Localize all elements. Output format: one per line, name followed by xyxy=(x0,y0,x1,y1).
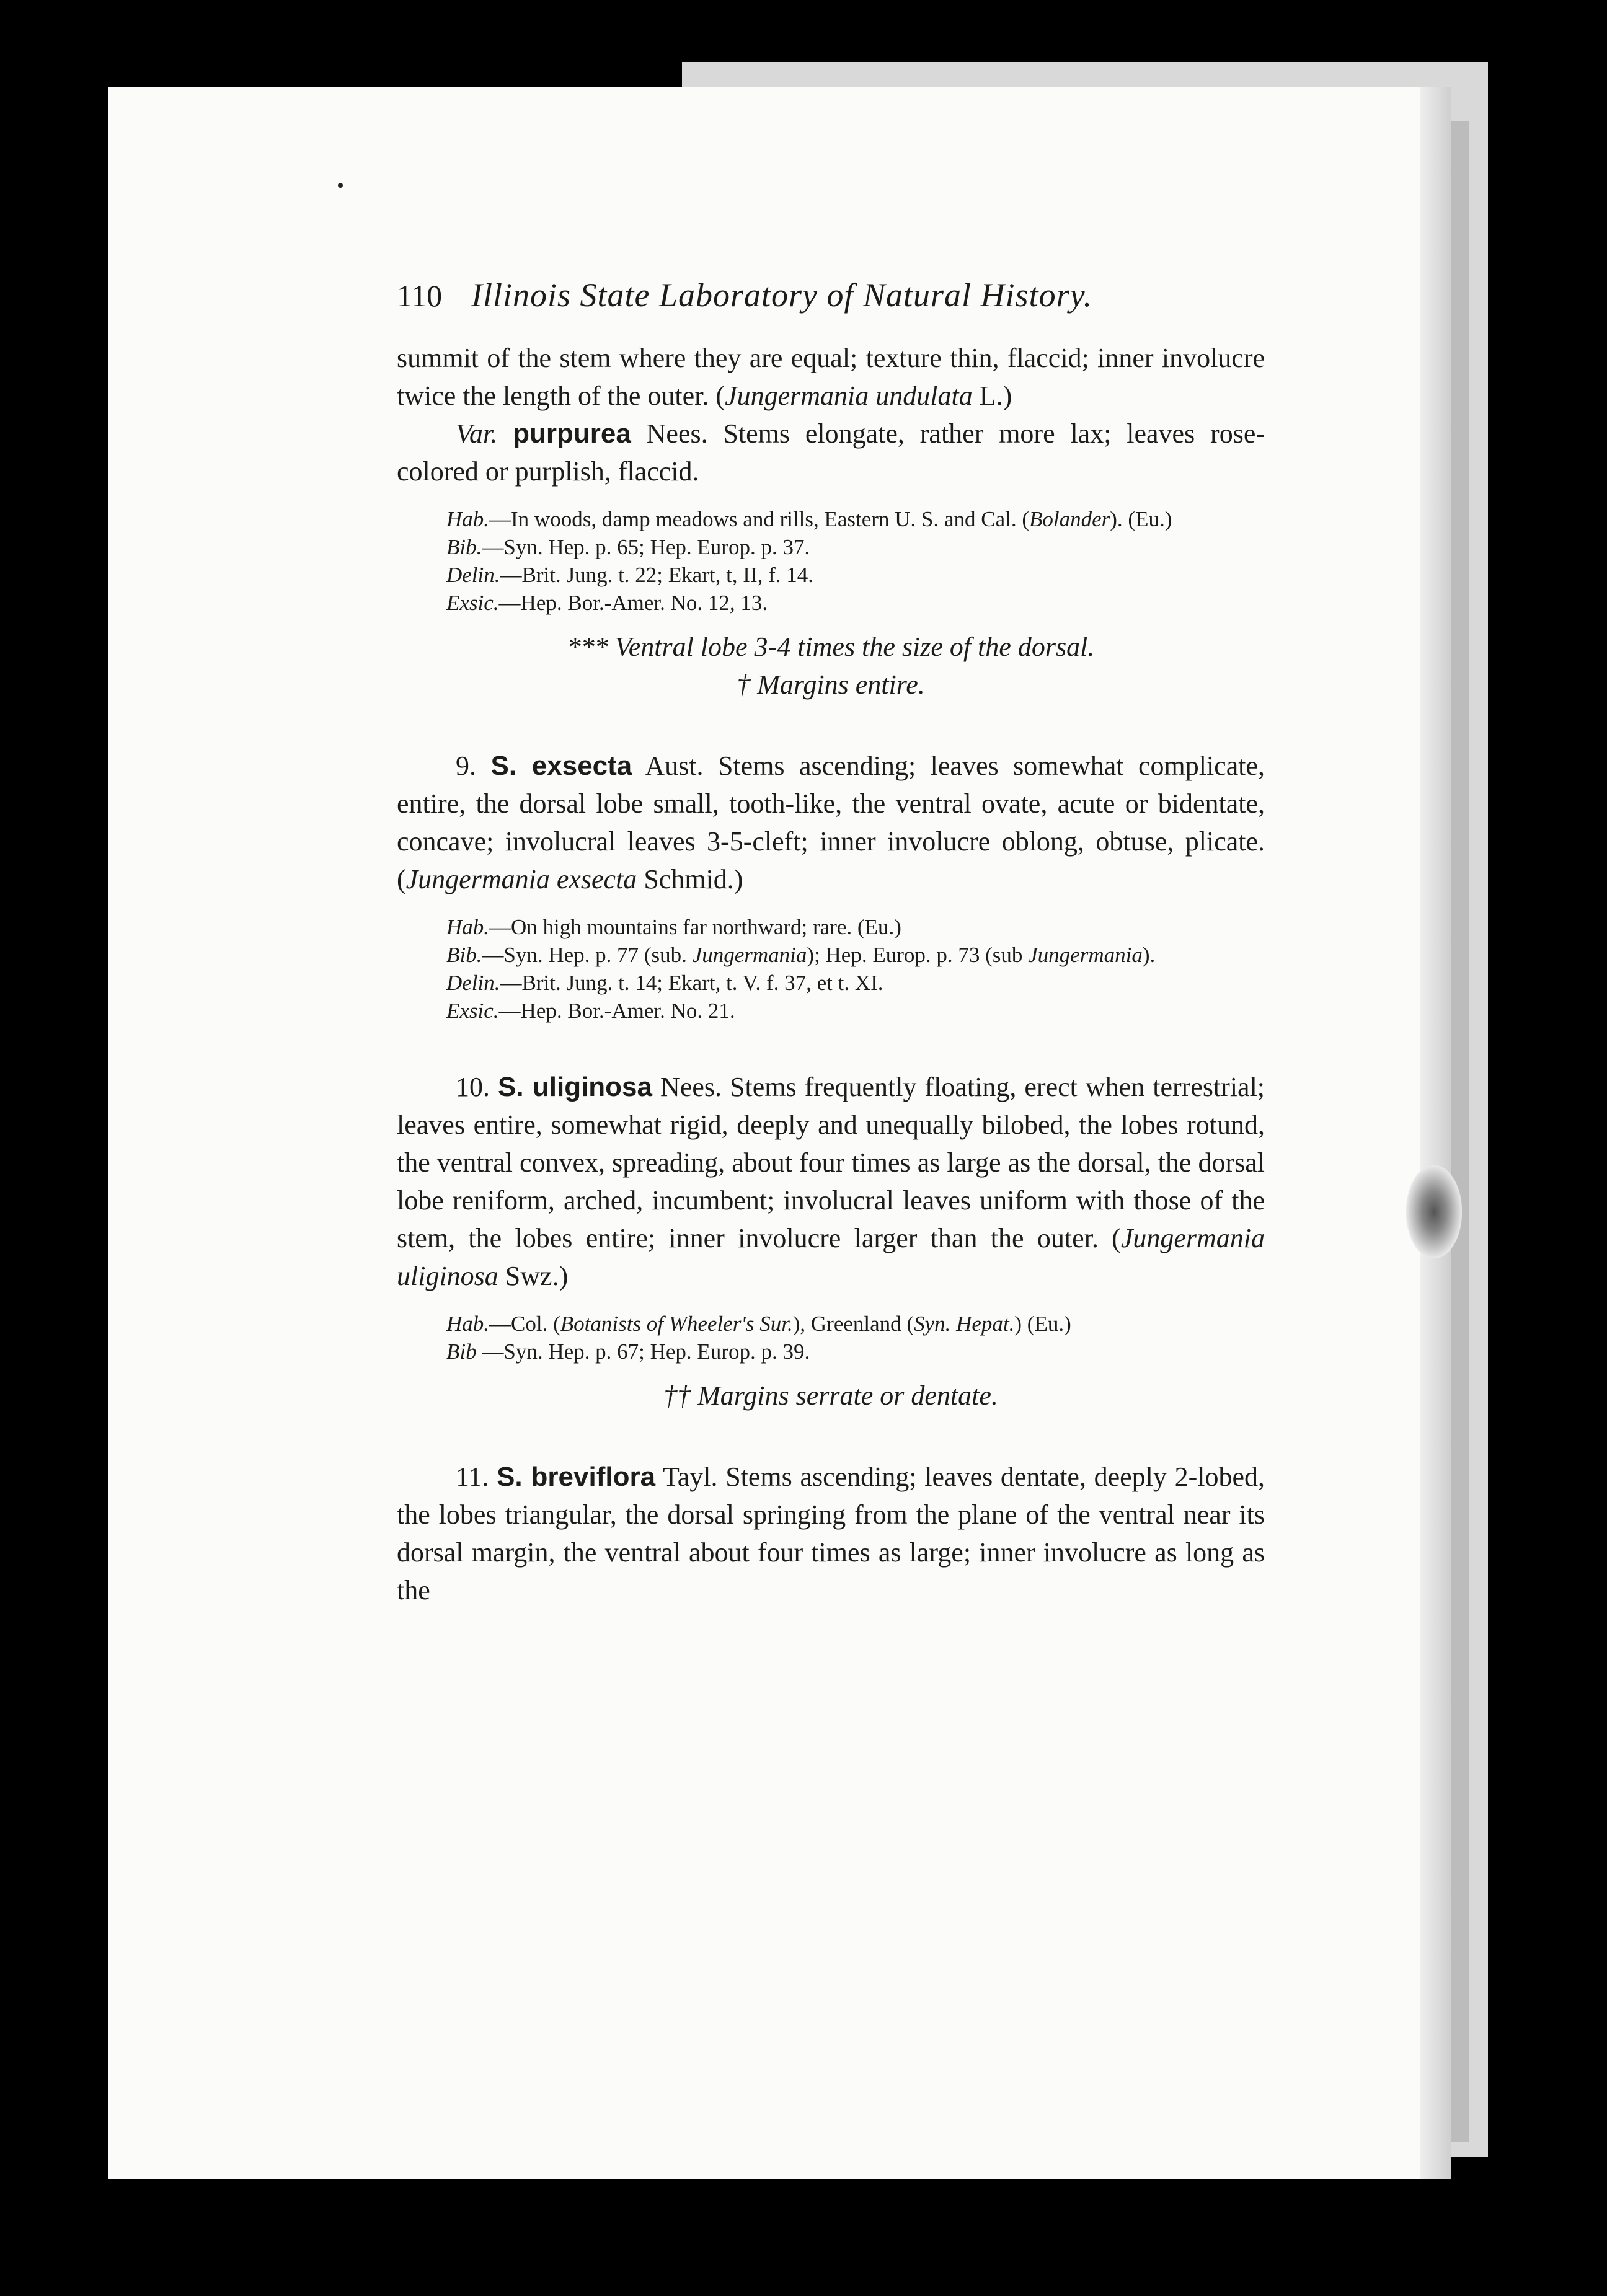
binding-clip xyxy=(1406,1165,1462,1258)
detail-line-bib: Bib —Syn. Hep. p. 67; Hep. Europ. p. 39. xyxy=(446,1340,810,1364)
detail-line-exsic: Exsic.—Hep. Bor.-Amer. No. 12, 13. xyxy=(446,591,768,615)
species-10-details xyxy=(397,1310,1265,1366)
detail-line-hab: Hab.—On high mountains far northward; rare. (Eu.) xyxy=(446,915,901,939)
variety-purpurea-details xyxy=(397,505,1265,617)
key-heading-margins-serrate: †† Margins serrate or dentate. xyxy=(663,1380,998,1411)
species-name: S. uliginosa xyxy=(498,1072,653,1102)
key-heading-margins-entire: † Margins entire. xyxy=(737,669,925,700)
variety-name: purpurea xyxy=(513,418,631,449)
species-9-details xyxy=(397,913,1265,1025)
continuation-paragraph: summit of the stem where they are equal; texture thin, flaccid; inner involucre twice the length of the outer. (Jungermania undulata L.) xyxy=(397,343,1265,411)
detail-line-hab: Hab.—In woods, damp meadows and rills, Eastern U. S. and Cal. (Bolander). (Eu.) xyxy=(446,507,1172,531)
synonym-citation: Jungermania uliginosa xyxy=(397,1223,1265,1291)
detail-line-delin: Delin.—Brit. Jung. t. 14; Ekart, t. V. f. 37, et t. XI. xyxy=(446,971,883,995)
species-number: 9. xyxy=(456,751,476,781)
speck-mark xyxy=(338,183,343,188)
species-11-paragraph: 11. S. breviflora Tayl. Stems ascending; leaves dentate, deeply 2-lobed, the lobes triangular, the dorsal springing from the plane of the ventral near its dorsal margin, the ventral about four times as large; inner involucre as long as the xyxy=(397,1462,1265,1605)
detail-line-exsic: Exsic.—Hep. Bor.-Amer. No. 21. xyxy=(446,999,735,1023)
species-number: 10. xyxy=(456,1072,490,1102)
detail-line-bib: Bib.—Syn. Hep. p. 77 (sub. Jungermania); Hep. Europ. p. 73 (sub Jungermania). xyxy=(446,943,1156,967)
species-10-paragraph: 10. S. uliginosa Nees. Stems frequently floating, erect when terrestrial; leaves entire, somewhat rigid, deeply and unequally bilobed, the lobes rotund, the ventral convex, spreading, about four times as large as the dorsal, the dorsal lobe reniform, arched, incumbent; involucral leaves uniform with those of the stem, the lobes entire; inner involucre larger than the outer. (Jungermania uliginosa Swz.) xyxy=(397,1072,1265,1291)
journal-title: Illinois State Laboratory of Natural History. xyxy=(471,276,1093,314)
detail-line-delin: Delin.—Brit. Jung. t. 22; Ekart, t, II, f. 14. xyxy=(446,563,814,587)
variety-purpurea-paragraph: Var. purpurea Nees. Stems elongate, rather more lax; leaves rose-colored or purplish, flaccid. xyxy=(397,418,1265,487)
species-name: S. exsecta xyxy=(490,751,632,781)
page-content xyxy=(397,276,1265,1609)
back-sheet-edge xyxy=(1451,121,1469,2142)
species-number: 11. xyxy=(456,1462,489,1492)
detail-line-hab: Hab.—Col. (Botanists of Wheeler's Sur.), Greenland (Syn. Hepat.) (Eu.) xyxy=(446,1312,1071,1336)
page-number: 110 xyxy=(397,278,443,313)
key-heading-ventral-lobe: *** Ventral lobe 3-4 times the size of the dorsal. xyxy=(567,632,1095,662)
page-gutter-shadow xyxy=(1420,87,1451,2179)
synonym-citation: Jungermania undulata xyxy=(725,381,973,411)
species-9-paragraph: 9. S. exsecta Aust. Stems ascending; leaves somewhat complicate, entire, the dorsal lobe small, tooth-like, the ventral ovate, acute or bidentate, concave; involucral leaves 3-5-cleft; inner involucre oblong, obtuse, plicate. (Jungermania exsecta Schmid.) xyxy=(397,751,1265,894)
detail-line-bib: Bib.—Syn. Hep. p. 65; Hep. Europ. p. 37. xyxy=(446,535,810,559)
synonym-citation: Jungermania exsecta xyxy=(405,864,637,894)
variety-prefix: Var. xyxy=(456,418,498,449)
species-name: S. breviflora xyxy=(497,1462,656,1492)
running-head xyxy=(397,276,1265,325)
